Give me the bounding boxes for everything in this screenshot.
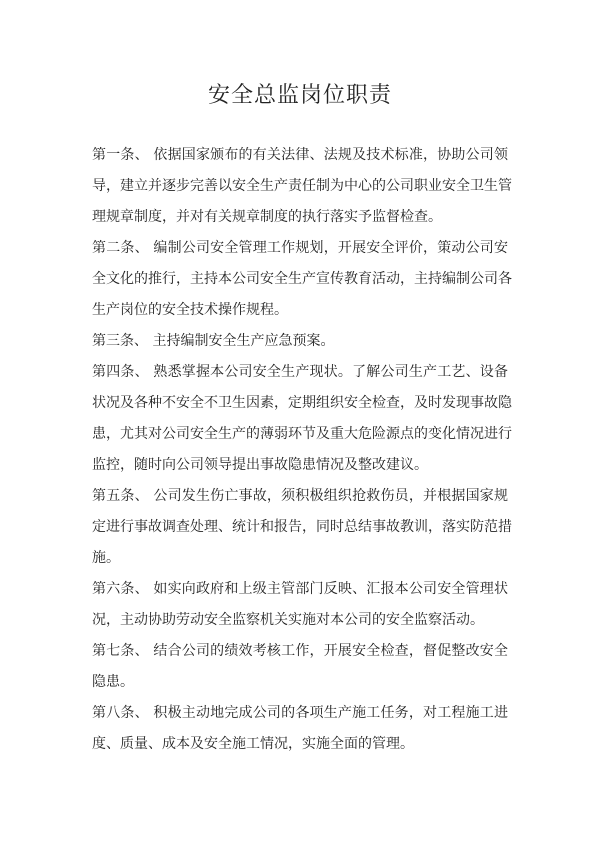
article-line: 患，尤其对公司安全生产的薄弱环节及重大危险源点的变化情况进行 — [92, 426, 512, 442]
article-2 — [92, 237, 512, 330]
article-6 — [92, 578, 508, 640]
article-line: 度、质量、成本及安全施工情况，实施全面的管理。 — [92, 736, 414, 752]
article-line: 导，建立并逐步完善以安全生产责任制为中心的公司职业安全卫生管 — [92, 178, 512, 194]
article-line: 第二条、 编制公司安全管理工作规划，开展安全评价，策动公司安 — [92, 240, 508, 256]
article-line: 第五条、 公司发生伤亡事故，须积极组织抢救伤员，并根据国家规 — [92, 488, 508, 504]
article-4 — [92, 361, 512, 485]
article-line: 状况及各种不安全不卫生因素，定期组织安全检查，及时发现事故隐 — [92, 395, 512, 411]
article-line: 全文化的推行，主持本公司安全生产宣传教育活动，主持编制公司各 — [92, 271, 512, 287]
article-line: 第三条、 主持编制安全生产应急预案。 — [92, 333, 335, 349]
article-5 — [92, 485, 512, 578]
article-7 — [92, 640, 508, 702]
article-line: 生产岗位的安全技术操作规程。 — [92, 302, 288, 318]
article-line: 况，主动协助劳动安全监察机关实施对本公司的安全监察活动。 — [92, 612, 484, 628]
document-body — [92, 144, 512, 764]
article-line: 第八条、 积极主动地完成公司的各项生产施工任务，对工程施工进 — [92, 705, 508, 721]
article-3 — [92, 330, 508, 361]
article-line: 第一条、 依据国家颁布的有关法律、法规及技术标准，协助公司领 — [92, 147, 508, 163]
article-line: 监控，随时向公司领导提出事故隐患情况及整改建议。 — [92, 457, 428, 473]
article-line: 第七条、 结合公司的绩效考核工作，开展安全检查，督促整改安全 — [92, 643, 508, 659]
article-line: 理规章制度，并对有关规章制度的执行落实予监督检查。 — [92, 209, 442, 225]
article-line: 定进行事故调查处理、统计和报告，同时总结事故教训，落实防范措 — [92, 519, 512, 535]
document-title: 安全总监岗位职责 — [207, 83, 392, 108]
article-line: 隐患。 — [92, 674, 134, 690]
article-line: 施。 — [92, 550, 120, 566]
article-line: 第四条、 熟悉掌握本公司安全生产现状。了解公司生产工艺、设备 — [92, 364, 508, 380]
article-line: 第六条、 如实向政府和上级主管部门反映、汇报本公司安全管理状 — [92, 581, 508, 597]
article-8 — [92, 702, 508, 764]
article-1 — [92, 144, 512, 237]
